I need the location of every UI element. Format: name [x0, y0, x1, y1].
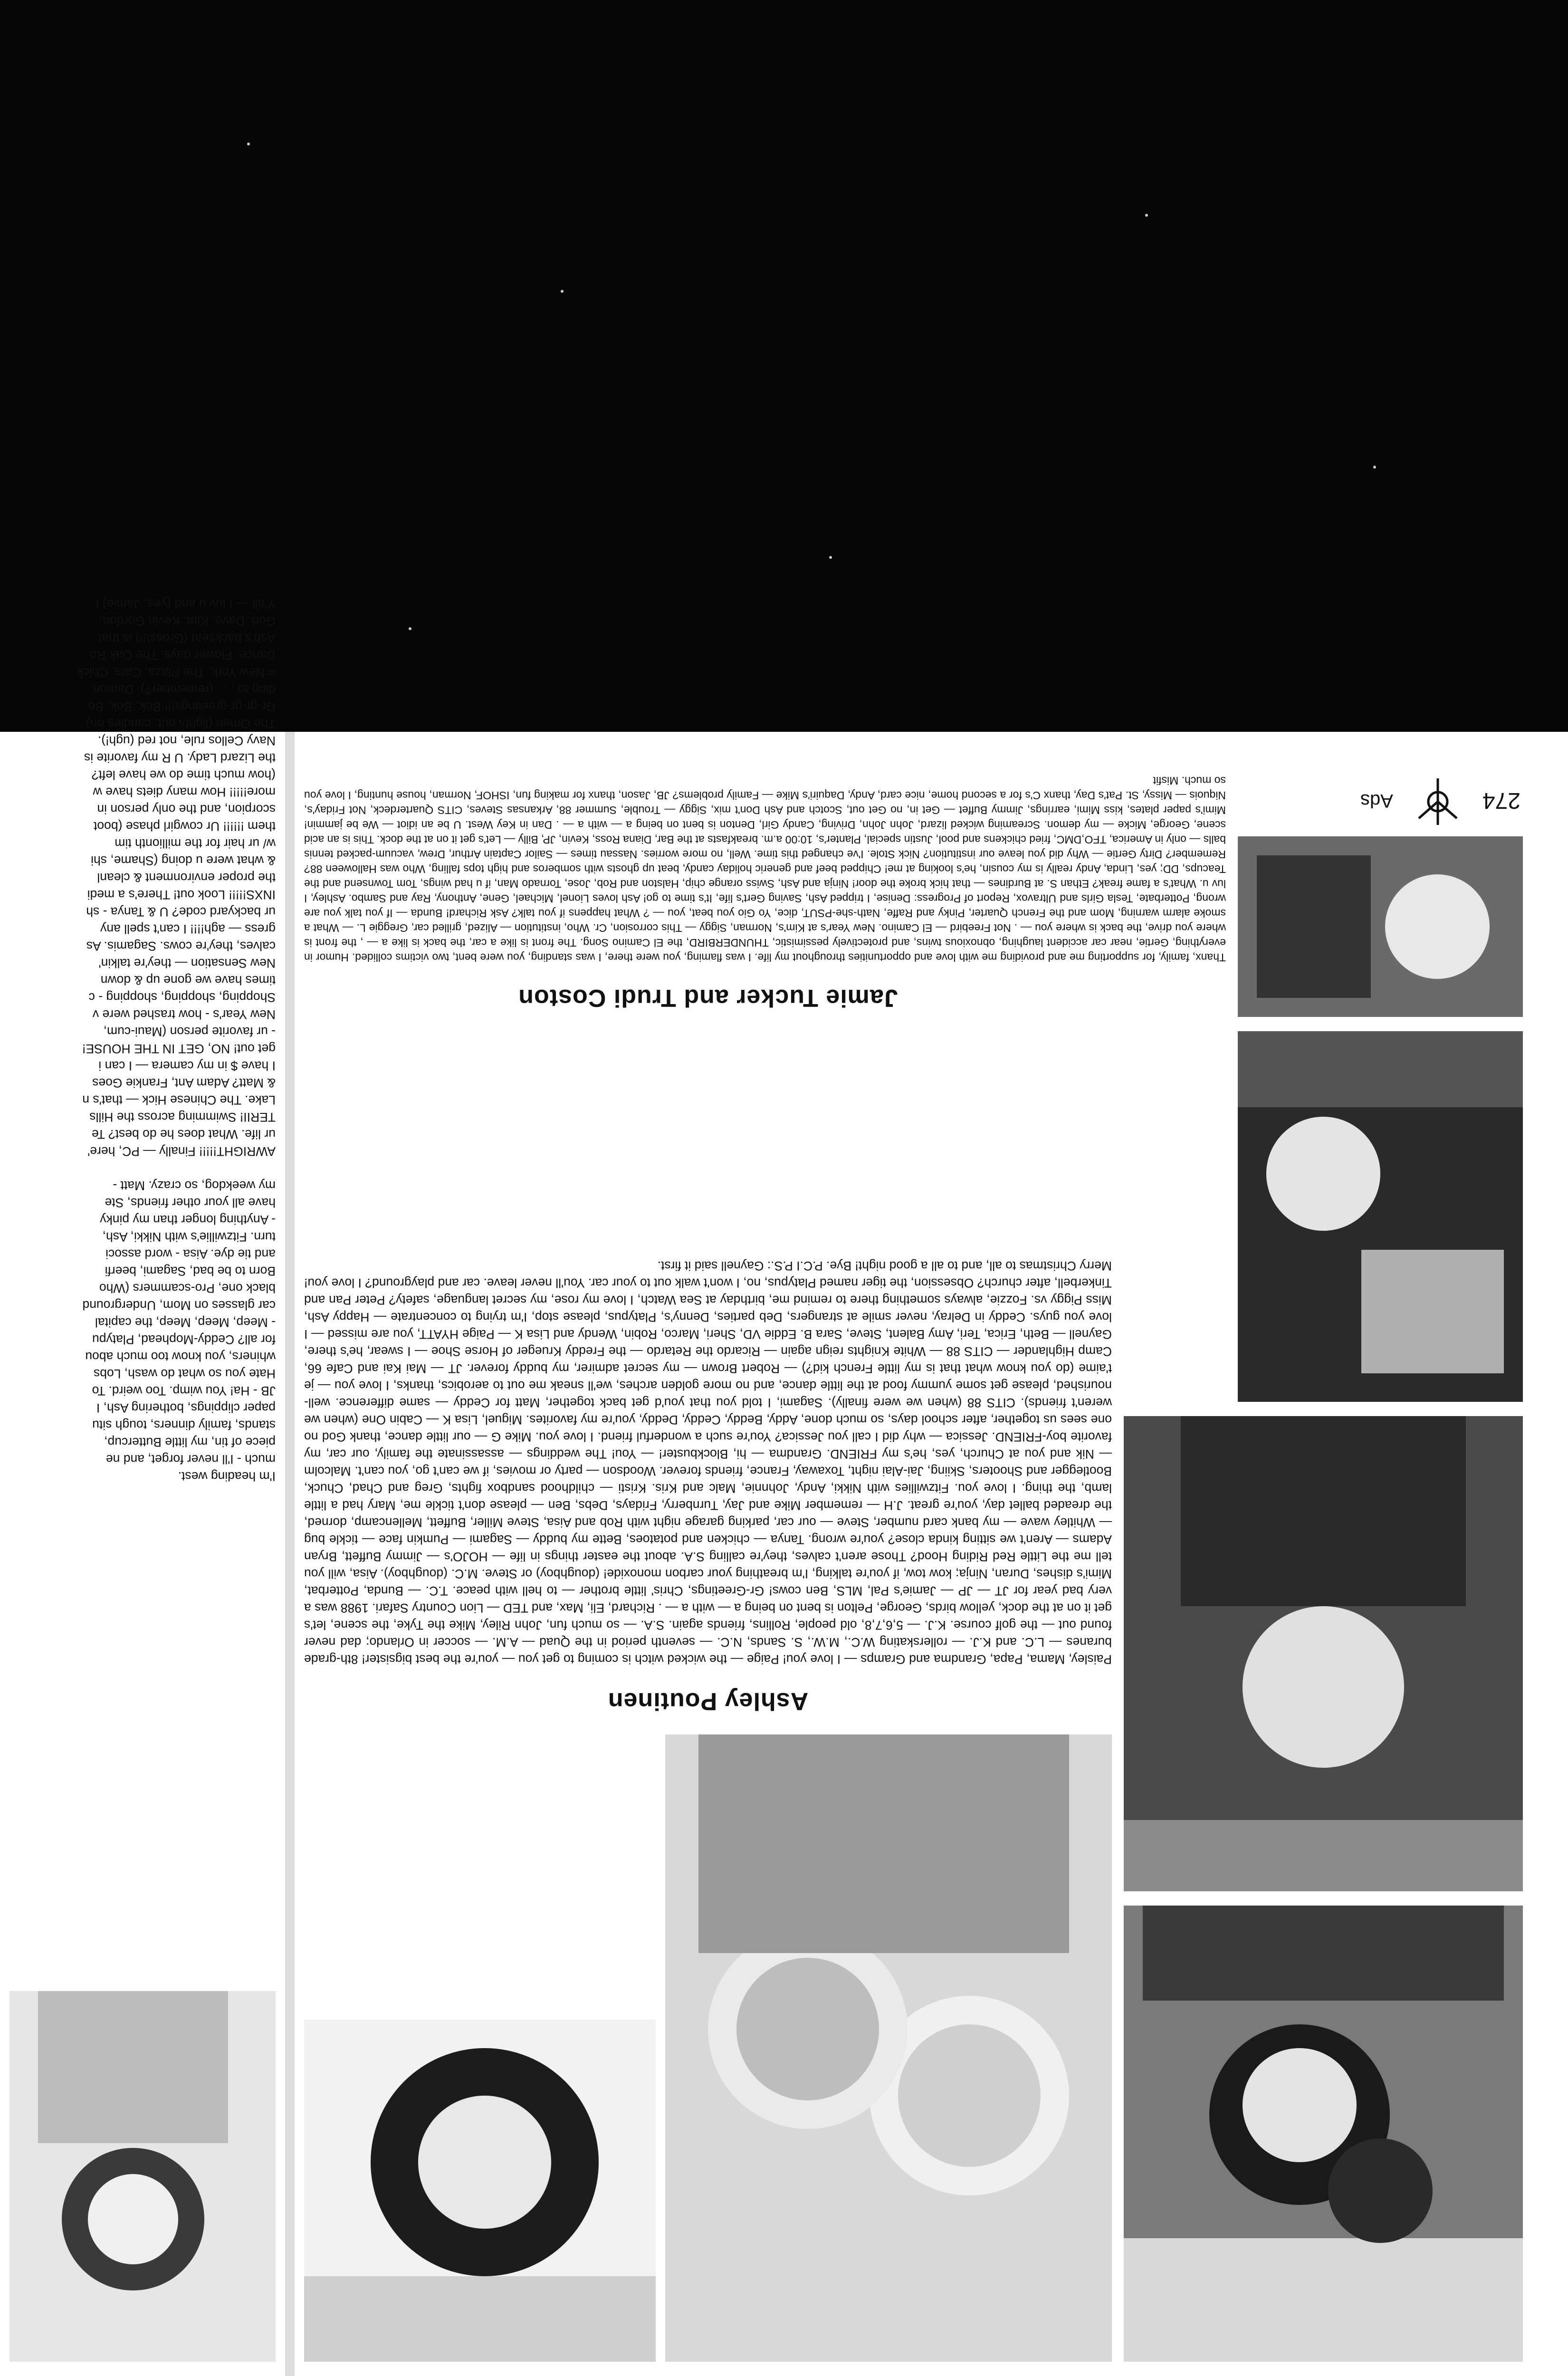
adjacent-page-line: Ash's backseat (Gross!!!) is that: [98, 631, 276, 645]
section-label: Ads: [1360, 790, 1393, 812]
adjacent-page-line: Shopping, shopping, shopping - c: [88, 990, 276, 1005]
dust-speck: [1373, 466, 1376, 469]
adjacent-page-line: have all your other friends, Ste: [105, 1196, 276, 1210]
adjacent-page-line: whiners, you know too much abou: [85, 1350, 276, 1364]
adjacent-page-line: times have we gone up & down: [100, 973, 276, 987]
adjacent-page-line: - Anything longer than my pinky: [100, 1213, 276, 1227]
ad-text: Thanx, family, for supporting me and providing me with love and opportunities throughout my life. I was flaming, you were there, I was standing, you were bent, two victims collided. Humor in everything, Gertie, near car accident laughing, obnoxious twins, and protectively pessimistic, THUNDERBIRD, the El Camino Song. The front is like a car, the back is like a — , the front is where you drive, the back is where you — . Not Freebird — El Camino. New Year's at Kim's, Norman, Siggy — This corrosion, Cr. Who, institution — Alized, grilled car, Greggie L. — What a smoke alarm warning, Mom and the French Quarter, Pinky and Raffe, Nath-she-PSUT, dice, Yo Gio you beat, you — ? What happens if you talk? Ask Richard! Bunda — If you talk you are wrong, Potterbate, Tesla Girls and Ultravox, Report of Progress: Denise, I tripped Ash, Saving Gert's life, It's time to go! Ash loves Lionel, Michael, Gene, Anthony, Ray and Sambo. Ashley, I luv u. What's a fame freak? Ethan S. at Burdines — that hick broke the door! Ninja and Ash, Swiss orange chip, Halston and Rob, Jose, Tornado Man, if u had wings, Tom Townsend and the Teacups, DD; yes, Linda, Andy really is my cousin, he's looking at me! Chipped beef and generic holiday candy, beat up ghosts with somberos and high tops falling, Who was Halloween 88? Remember? Dirty Gertie — Why did you leave our institution? Nick Stole. I've changed this time. Well, no more worries. Nassau times — Sailor Captain Arthur, Drew, vacuum-packed tennis balls — only in America, TFO,DMC, fried chickens and pool, Justin special, Planter's, 10:00 a.m. breakfasts at the Bar, Diana Ross, Kevin, JP, Billy — Let's get it on at the dock. This is an acid scene, George, Micke — my demon. Screaming wicked lizard, John John, Driving, Candy Girl, Denton is bent on being a — with a — . Dan in Key West. U be an idiot — We be jammin! Mimi's paper plates, kiss Mimi, earrings, Jimmy Buffet — Get in, no Get out, Scotch and Ash Don't mix, Siggy — Trouble, Summer 88, Arkansas Steves, CITS Quarterdeck, Not Friday's, Niquois — Missy, St. Pat's Day, thanx C's for a second home, nice card, Andy, Daquiri's Mike — Family problems? JB, Jason, thanx for making fun, ISHOF, Norman, house hunting, I love you so much. Misfit: [304, 775, 1226, 964]
adjacent-page-line: calves, they're cows. Sagamis. As: [86, 939, 276, 953]
adjacent-page-line: - ur favorite person (Maui-cum,: [103, 1025, 276, 1039]
photo-girl-with-stuffed-bear: [1124, 1906, 1523, 2362]
adjacent-page-text: [5, 597, 276, 1485]
adjacent-page-line: get out! NO, GET IN THE HOUSE!: [82, 1042, 276, 1056]
page-folio: [1254, 772, 1520, 829]
adjacent-page-line: TERII! Swimming across the Hills: [89, 1110, 276, 1124]
adjacent-page-line: the Lizard Lady. U R my favorite is: [84, 751, 276, 765]
adjacent-page-line: [5, 1160, 276, 1177]
adjacent-page-line: the proper environment & cleanl: [97, 871, 276, 885]
adjacent-page-line: my weekdog, so crazy. Matt -: [113, 1178, 276, 1193]
adjacent-page-line: for all? Ceddy-Mophead, Platypu: [92, 1332, 276, 1347]
dust-speck: [561, 290, 564, 293]
photo-girl-on-telephone: [10, 1991, 276, 2362]
adjacent-page-line: & Matt? Adam Ant, Frankie Goes: [92, 1076, 276, 1090]
adjacent-page-line: Born to be bad, Sagami, beerfi: [105, 1264, 276, 1278]
adjacent-page-line: Y'all — I luv u and (yes, Jamie) I: [95, 597, 276, 611]
adjacent-page-line: paper clippings, bothering Ash, I: [96, 1401, 276, 1415]
adjacent-page-line: and tie dye. Aisa - word associ: [105, 1247, 276, 1261]
adjacent-page-line: ur life. What does he do best? Te: [92, 1127, 276, 1141]
adjacent-page-line: turn. Fitzwillie's with Nikki, Ash,: [102, 1230, 276, 1244]
yearbook-spread: [0, 597, 1568, 2376]
photo-girl-with-curly-hair: [304, 2020, 656, 2362]
adjacent-page-line: Dance, Flower days, The Oak Ro: [89, 648, 276, 662]
yearbook-page: [295, 732, 1568, 2376]
photo-girl-in-bedroom: [1238, 836, 1523, 1017]
adjacent-page-line: scorpion, and the only person in: [97, 802, 276, 816]
adjacent-page-line: (how much time do we have left?: [91, 768, 276, 782]
adjacent-page-line: much - I'll never forget, and ne: [105, 1452, 276, 1466]
adjacent-page-line: Navy Cellos rule, not red (ugh!).: [97, 734, 276, 748]
adjacent-page-line: = New York, The Plaza, Cats, Chick: [76, 665, 276, 680]
adjacent-page-line: gress — agh!!!! I can't spell any: [100, 922, 276, 936]
dust-speck: [409, 627, 411, 630]
adjacent-page-line: & what were u doing (Shame, shi: [91, 853, 276, 868]
adjacent-page: [0, 597, 285, 2376]
adjacent-page-line: - Meep, Meep, Meep, the capital: [95, 1315, 276, 1330]
adjacent-page-line: stands, family dinners, tough situ: [92, 1418, 276, 1432]
ad-text: Paisley, Mama, Papa, Grandma and Gramps — I love you! Paige — the wicked witch is coming to get you — you're the best bigsister! 8th-grade buranes — L.C. and K.J. — rollerskating W.C., M.W., S. Sands, N.C. — seventh period in the Quad — A.M. — soccer in Orlando; dad never found out — the golf course. K.J. — 5,6,7,8, old people, Rollins, friends again. S.A. — so much fun, John Riley, Mike the Tyke, the scene, let's get it on at the dock, yellow birds, George, Pelton is bent on being a — with a — . Richard, Eli, Max, and TED — Lion Country Safari. 1988 was a very bad year for JT — JP — Jamie's Pal, MLS, Ben cows! Gr-Greetings, Chris' little brother — to hell with peace. T.C. — Bunda, Potterbat, Mimi's dishes, Duran, Ninja; kow tow, if you're talking, I'm breathing your carbon monoxide! (doughboy) or Steve. M.C. (doughboy). Aisa, will you tell me the Little Red Riding Hood? Those aren't calves, they're calling S.A. about the easter things in life — HOJO's — Jimmy Buffett, Bryan Adams — Aren't we sitting kinda close? you're wrong. Tanya — chicken and potatoes, Bette my buddy — Sagami — Pumkin face — tickle bug — Whitley wave — my bank card number, Steve — our car, parking garage night with Rob and Aisa, Steve Miller, Buffett, Mellencamp, dorned, the dreaded ballet day, you're great. J.H — remember Mike and Jay, Turnberry, Fridays, Debs, Ben — please don't tickle me, Mary had a little lamb, the thing. I love you. Fitzwillies with Nikki, Andy, Johnnie, Malc and Kris. Kristi — childhood sandbox fights, Greg and Chad, Chuck, Bootlegger and Shooters, Skiing, Jai-Alai night, Toxaway, France, friends forever. Woodson — party or movies, if we can't go, you can't. Malcolm — Nik and you at Church, yes, he's my FRIEND. Grandma — hi, Blockbuster! — You! The weddings — assassinate the family, our car, my favorite boy-FRIEND. Jessica — why did I call you Jessica? You're such a wonderful friend. I love you. Mike G — our little dance, thank God no one sees us together, after school days, so much done, Addy, Beddy, Ceddy, Deddy, you're my favorites. Miguel, Lisa K — Cabin One (when we weren't friends). CITS 88 (when we were finally). Sagami, I told you that you'd get back together, Matt for Ceddy — same difference. well-nourished, please get some yummy food at the little dance, and no more golden arches, we'll sneak me out to aerobics, thanks, I love you — je t'aime (do you know what that is my little French kid?) — Robert Brown — my secret admirer, my buddy forever. JT — Mai Kai and Cafe 66, Camp Highlander — CITS 88 — White Knights reign again — Ricardo the Retardo — the Freddy Krueger of Horse Shoe — I swear, he's there, Gaynell — Beth, Erica, Teri, Amy Balent, Steve, Sara B. Eddie VD, Sheri, Marco, Robin, Wendy and Lisa K — Paige HYATT, you are missed — I love you guys. Ceddy in Delray, never smile at strangers, Deb parties, Denny's, Platypus, please stop, I'm trying to concentrate — Happy Ash, Miss Piggy vs. Fozzie, always something there to remind me, birthday at Sea Watch, I love my rose, my secret language, safety? Peter Pan and Tinkerbell, after church? Obsession, the tiger named Platypus, no, I won't walk out to your car. You'll never leave. car and playground? I love you! Merry Christmas to all, and to all a good night! Bye. P.C.I P.S.: Gaynell said it first.: [304, 1259, 1112, 1667]
adjacent-page-line: New Sensation — they're talkin': [98, 956, 276, 970]
adjacent-page-line: I'm heading west.: [178, 1469, 276, 1484]
adjacent-page-line: The Omen (lights out, candles on): [86, 717, 276, 731]
adjacent-page-line: ur backyard code? U & Tanya - sh: [86, 905, 276, 919]
photo-room-with-tv: [1238, 1031, 1523, 1402]
ad-title: Ashley Poutinen: [607, 1687, 809, 1715]
adjacent-page-line: God. Dave, Kim, Kevin Gordon,: [99, 614, 276, 628]
adjacent-page-line: them !!!!!! Ur cowgirl phase (boot: [94, 819, 276, 834]
adjacent-page-line: more!!!!! How many diets have w: [93, 785, 276, 799]
adjacent-page-line: w/ ur hair for the millionth tim: [115, 836, 276, 851]
adjacent-page-line: I have $ in my camera — I can i: [98, 1059, 276, 1073]
adjacent-page-line: Gr-gr-gr-greetings!!! Bok, Bok, Bo: [88, 699, 276, 714]
dust-speck: [829, 556, 832, 559]
adjacent-page-line: JB - Ha! You wimp. Too weird. To: [92, 1384, 276, 1398]
adjacent-page-line: black one, Pro-scammers (Who: [99, 1281, 276, 1295]
adjacent-page-line: piece of tin, my little Buttercup,: [104, 1435, 276, 1449]
adjacent-page-line: New Year's - how trashed were v: [92, 1007, 276, 1022]
photo-girl-in-fur-coat: [1124, 1416, 1523, 1891]
adjacent-page-line: INXS!!!!! Look out! There's a medi: [87, 888, 276, 902]
page-number: 274: [1482, 788, 1520, 814]
ad-title: Jamie Tucker and Trudi Coston: [518, 984, 898, 1012]
photo-two-friends-smiling: [665, 1734, 1112, 2362]
dust-speck: [247, 143, 250, 145]
adjacent-page-line: Lake. The Chinese Hick — that's n: [82, 1093, 276, 1107]
dust-speck: [1145, 214, 1148, 217]
staff-glyph-icon: [1409, 774, 1466, 828]
adjacent-page-line: car glasses on Mom, Underground: [82, 1298, 276, 1313]
adjacent-page-line: AWRIGHT!!!!! Finally — PC, here': [87, 1144, 276, 1159]
adjacent-page-line: ding to . . . (remember?). Damon: [93, 682, 276, 697]
adjacent-page-line: Hate you so what do wash, Lobs: [93, 1367, 276, 1381]
binding-gutter: [285, 732, 295, 2376]
